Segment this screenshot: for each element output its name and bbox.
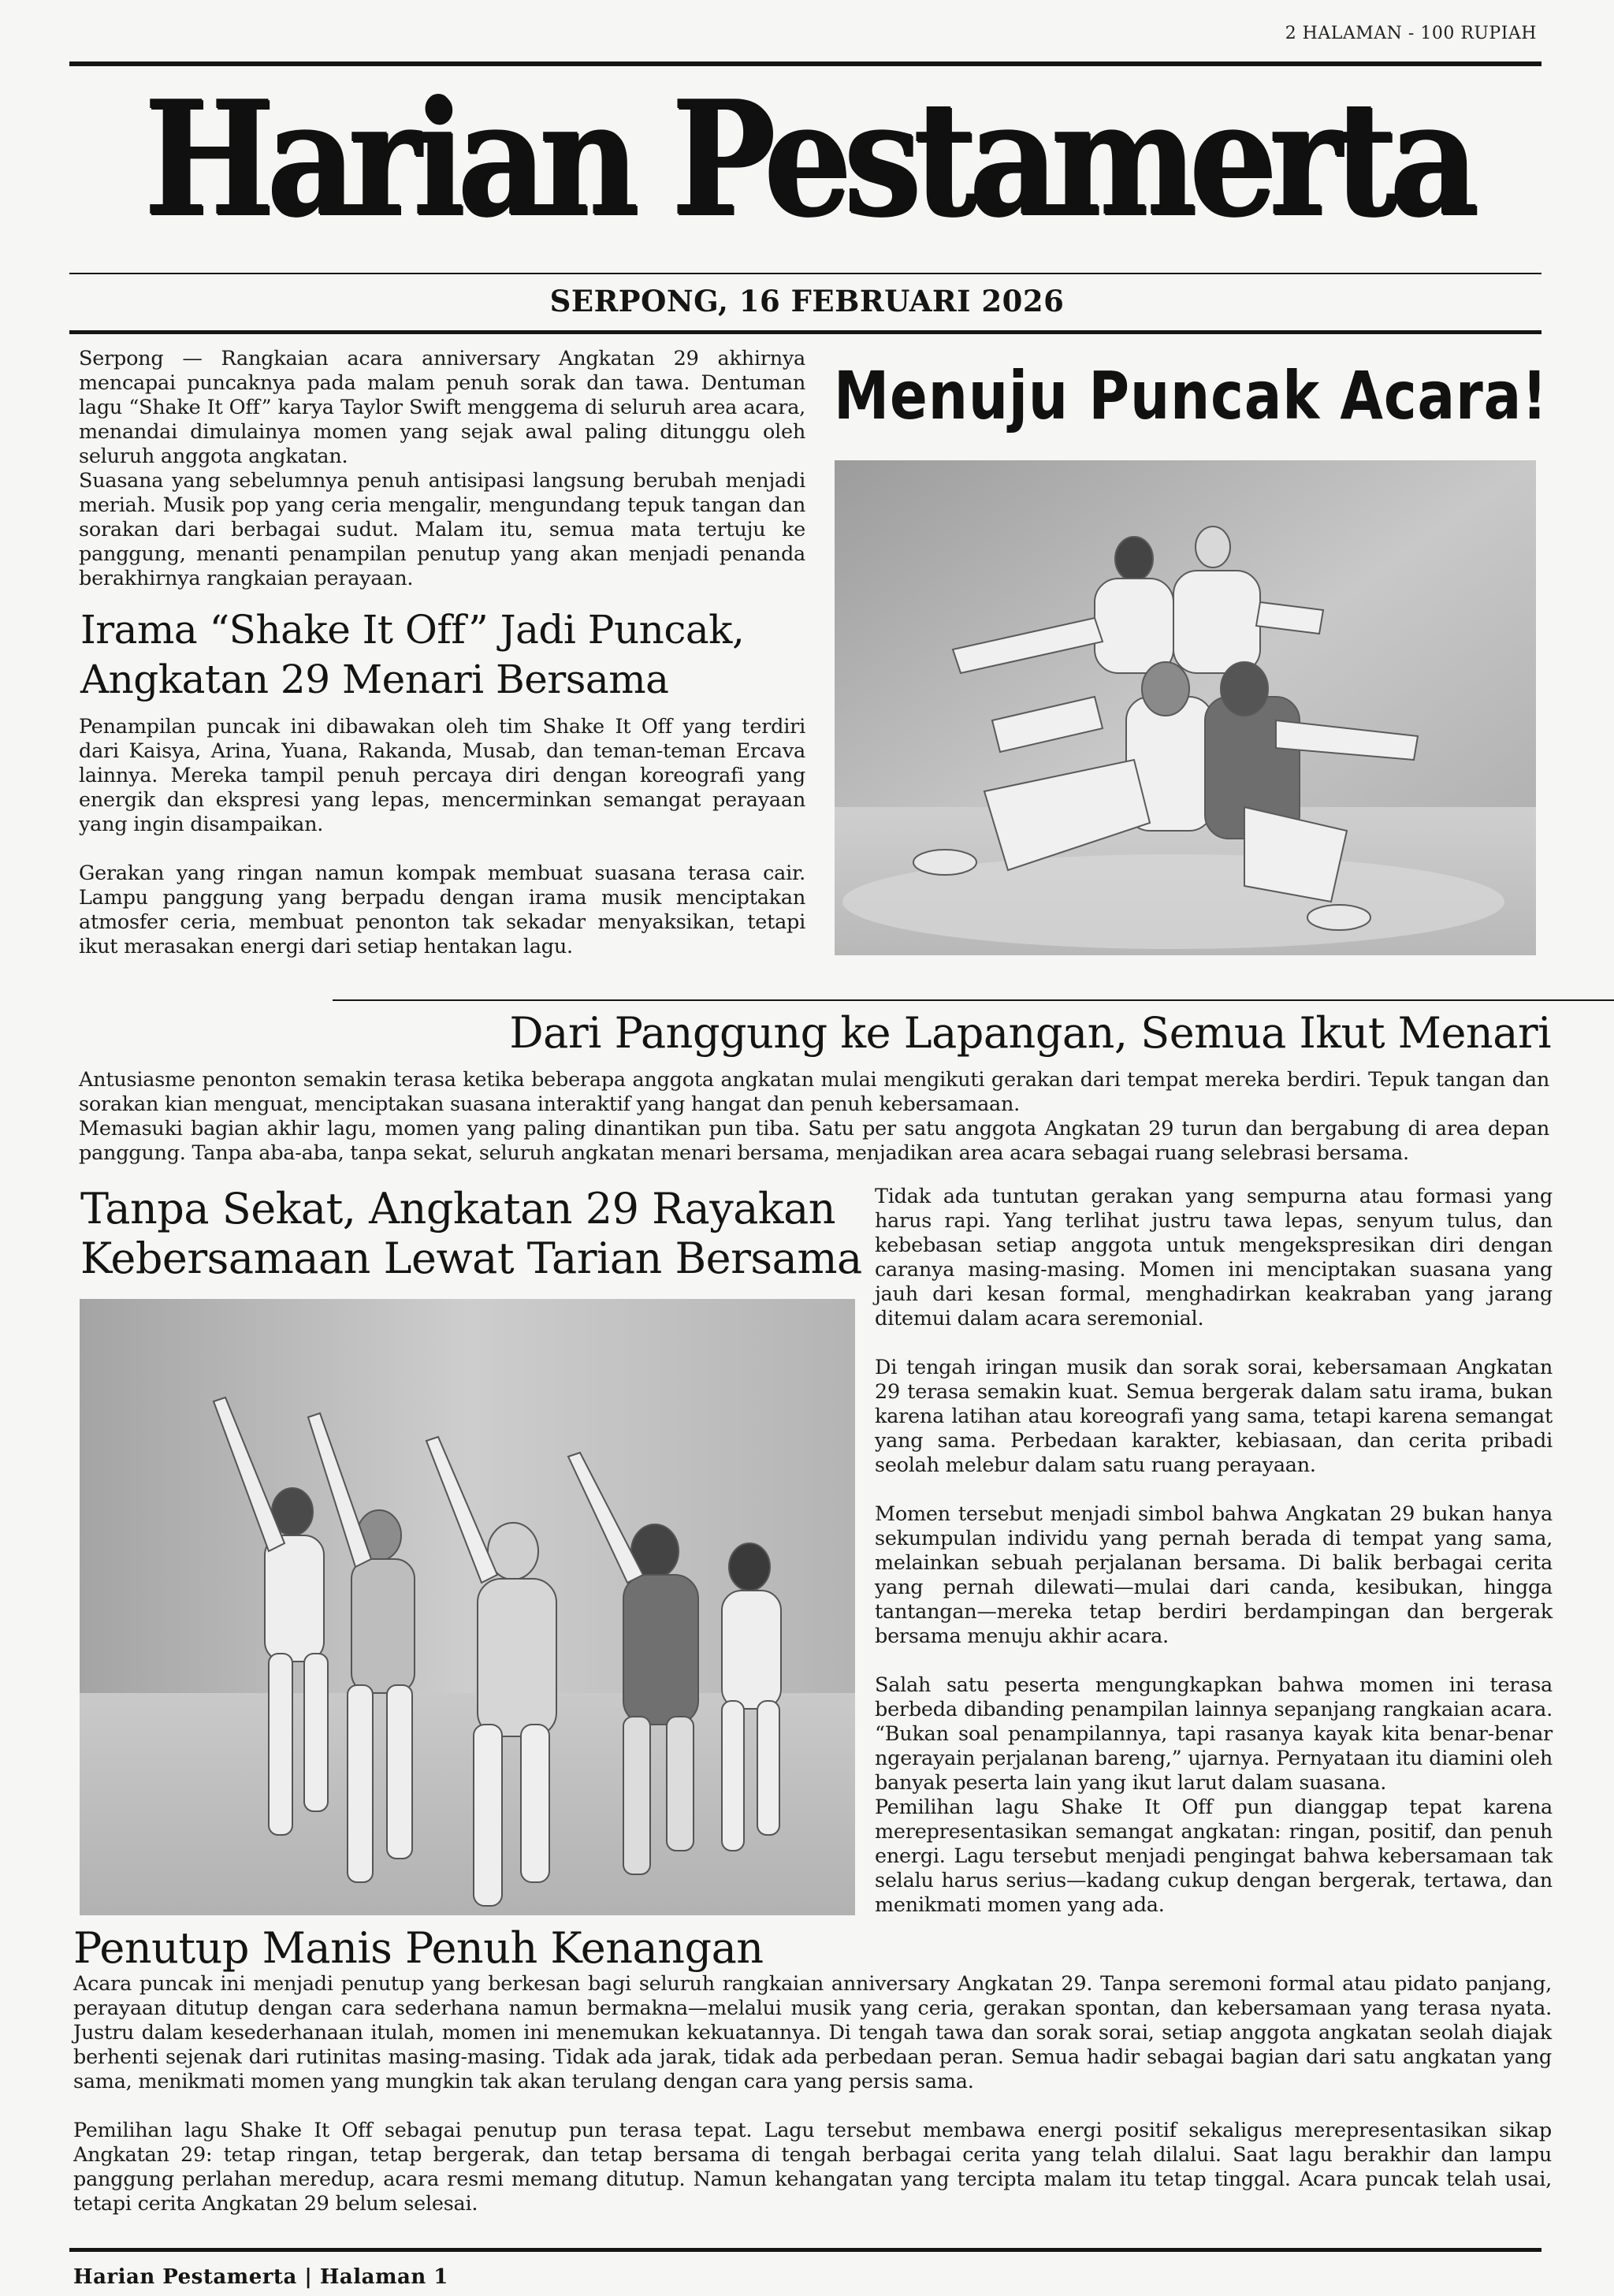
dateline-rule [69,330,1541,334]
lead-paragraph: Serpong — Rangkaian acara anniversary Angkatan 29 akhirnya mencapai puncaknya pada malam penuh sorak dan tawa. Dentuman lagu “Shake It Off” karya Taylor Swift menggema di seluruh area acara, menandai dimulainya momen yang sejak awal paling ditunggu oleh seluruh anggota angkatan. [79,347,805,468]
section3-headline-line: Tanpa Sekat, Angkatan 29 Rayakan [80,1184,836,1234]
section1-headline [80,605,821,705]
section3-paragraph: Momen tersebut menjadi simbol bahwa Angkatan 29 bukan hanya sekumpulan individu yang pernah berada di tempat yang sama, melainkan sebuah perjalanan bersama. Di balik berbagai cerita yang pernah dilewati—mulai dari canda, kesibukan, hingga tantangan—mereka tetap berdiri berdampingan dan bergerak bersama menuju akhir acara. [875,1502,1553,1648]
section3-headline-line: Kebersamaan Lewat Tarian Bersama [80,1234,862,1283]
section2-paragraph: Memasuki bagian akhir lagu, momen yang paling dinantikan pun tiba. Satu per satu anggota Angkatan 29 turun dan bergabung di area depan panggung. Tanpa aba-aba, tanpa sekat, seluruh angkatan menari bersama, menjadikan area acara sebagai ruang selebrasi bersama. [79,1117,1549,1165]
section2-paragraph: Antusiasme penonton semakin terasa ketika beberapa anggota angkatan mulai mengikuti gerakan dari tempat mereka berdiri. Tepuk tangan dan sorakan kian menguat, menciptakan suasana interaktif yang hangat dan penuh kebersamaan. [79,1068,1549,1116]
footer-rule [69,2248,1541,2252]
section3-headline [80,1184,868,1283]
section1-headline-line: Angkatan 29 Menari Bersama [80,657,669,702]
dateline: SERPONG, 16 FEBRUARI 2026 [549,284,1065,318]
section3-paragraph: Di tengah iringan musik dan sorak sorai, kebersamaan Angkatan 29 terasa semakin kuat. Semua bergerak dalam satu irama, bukan karena latihan atau koreografi yang sama, tetapi karena semangat yang sama. Perbedaan karakter, kebiasaan, dan cerita pribadi seolah melebur dalam satu ruang perayaan. [875,1356,1553,1477]
masthead-title: Harian Pestamerta [143,66,1471,251]
section4-article [73,1972,1552,2216]
section1-headline-line: Irama “Shake It Off” Jadi Puncak, [80,607,745,653]
section4-paragraph: Acara puncak ini menjadi penutup yang berkesan bagi seluruh rangkaian anniversary Angkatan 29. Tanpa seremoni formal atau pidato panjang, perayaan ditutup dengan cara sederhana namun bermakna—melalui musik yang ceria, gerakan spontan, dan kebersamaan yang terasa nyata. Justru dalam kesederhanaan itulah, momen ini menemukan kekuatannya. Di tengah tawa dan sorak sorai, setiap anggota angkatan seolah diajak berhenti sejenak dari rutinitas masing-masing. Tidak ada jarak, tidak ada perbedaan peran. Semua hadir sebagai bagian dari satu angkatan yang sama, menikmati momen yang mungkin tak akan terulang dengan cara yang persis sama. [73,1972,1552,2093]
section2-headline: Dari Panggung ke Lapangan, Semua Ikut Menari [509,1008,1551,1058]
dance-team-photo [835,460,1536,955]
footer-text: Harian Pestamerta | Halaman 1 [73,2265,448,2289]
lead-paragraph: Suasana yang sebelumnya penuh antisipasi langsung berubah menjadi meriah. Musik pop yang ceria mengalir, mengundang tepuk tangan dan sorakan dari berbagai sudut. Malam itu, semua mata tertuju ke panggung, menanti penampilan penutup yang akan menjadi penanda berakhirnya rangkaian perayaan. [79,469,805,590]
masthead-bottom-rule [69,273,1541,274]
group-dance-photo [80,1299,855,1915]
section3-paragraph: Pemilihan lagu Shake It Off pun dianggap tepat karena merepresentasikan semangat angkatan: ringan, positif, dan penuh energi. Lagu tersebut menjadi pengingat bahwa kebersamaan tak selalu harus serius—kadang cukup dengan bergerak, tertawa, dan menikmati momen yang ada. [875,1795,1553,1917]
section4-headline: Penutup Manis Penuh Kenangan [73,1923,764,1973]
dance-team-photo-icon [835,460,1536,955]
price-line: 2 HALAMAN - 100 RUPIAH [1285,24,1537,43]
lead-article [79,347,805,591]
section3-paragraph: Salah satu peserta mengungkapkan bahwa momen ini terasa berbeda dibanding penampilan lainnya sepanjang rangkaian acara. “Bukan soal penampilannya, tapi rasanya kayak kita benar-benar ngerayain perjalanan bareng,” ujarnya. Pernyataan itu diamini oleh banyak peserta lain yang ikut larut dalam suasana. [875,1673,1553,1795]
group-dance-photo-icon [80,1299,855,1915]
section1-article [79,715,805,959]
section2-rule [333,999,1614,1001]
section2-article [79,1068,1549,1166]
section3-article [875,1185,1553,1918]
section1-paragraph: Penampilan puncak ini dibawakan oleh tim Shake It Off yang terdiri dari Kaisya, Arina, Yuana, Rakanda, Musab, dan teman-teman Ercava lainnya. Mereka tampil penuh percaya diri dengan koreografi yang energik dan ekspresi yang lepas, mencerminkan semangat perayaan yang ingin disampaikan. [79,715,805,836]
feature-title: Menuju Puncak Acara! [834,357,1549,434]
section3-paragraph: Tidak ada tuntutan gerakan yang sempurna atau formasi yang harus rapi. Yang terlihat justru tawa lepas, senyum tulus, dan kebebasan setiap anggota untuk mengekspresikan diri dengan caranya masing-masing. Momen ini menciptakan suasana yang jauh dari kesan formal, menghadirkan keakraban yang jarang ditemui dalam acara seremonial. [875,1185,1553,1330]
section1-paragraph: Gerakan yang ringan namun kompak membuat suasana terasa cair. Lampu panggung yang berpadu dengan irama musik menciptakan atmosfer ceria, membuat penonton tak sekadar menyaksikan, tetapi ikut merasakan energi dari setiap hentakan lagu. [79,861,805,958]
section4-paragraph: Pemilihan lagu Shake It Off sebagai penutup pun terasa tepat. Lagu tersebut membawa energi positif sekaligus merepresentasikan sikap Angkatan 29: tetap ringan, tetap bergerak, dan tetap bersama di tengah berbagai cerita yang telah dilalui. Saat lagu berakhir dan lampu panggung perlahan meredup, acara resmi memang ditutup. Namun kehangatan yang tercipta malam itu tetap tinggal. Acara puncak telah usai, tetapi cerita Angkatan 29 belum selesai. [73,2119,1552,2216]
